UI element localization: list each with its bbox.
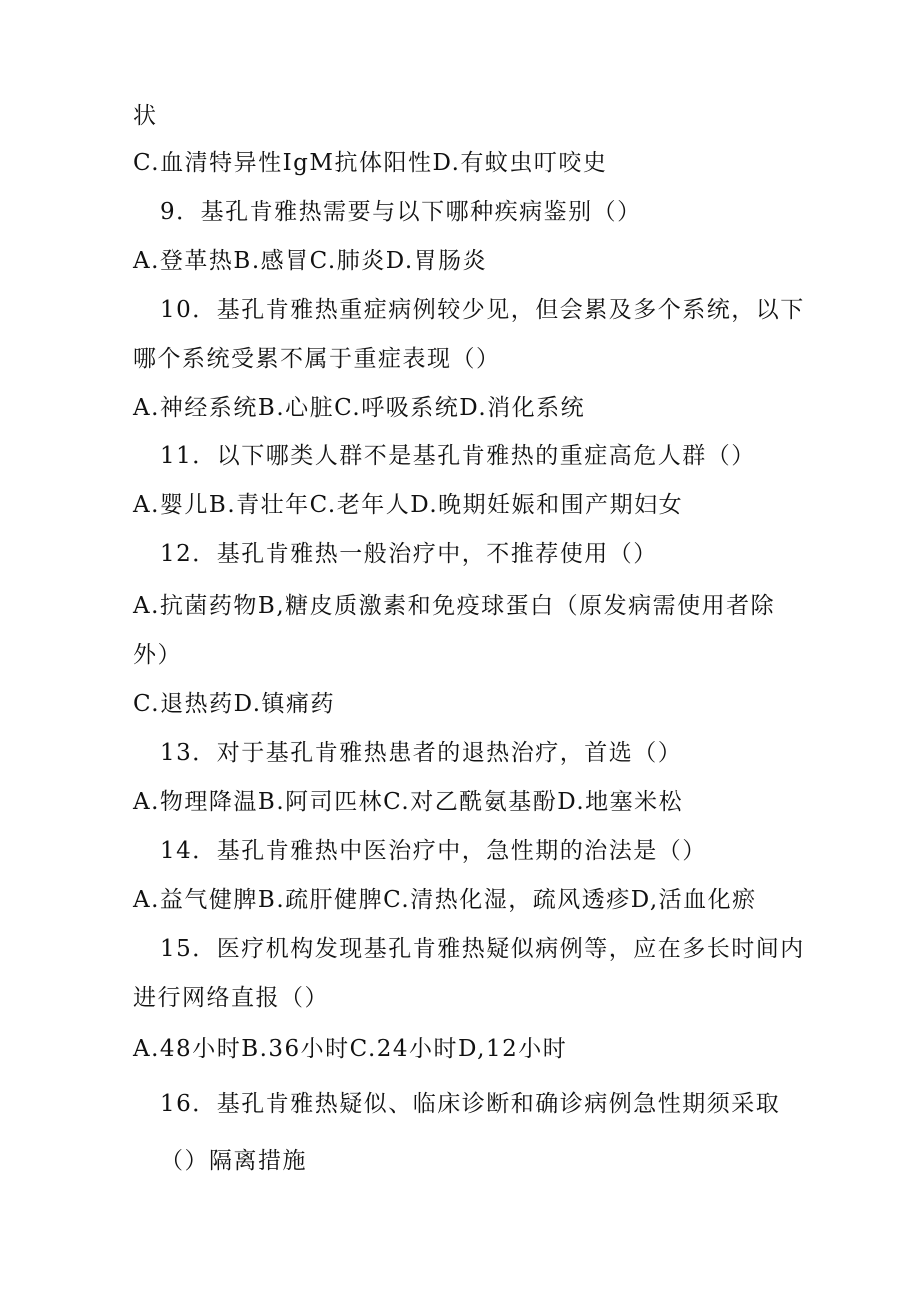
text-line-continuation: 状 (133, 103, 158, 129)
q12-question: 12．基孔肯雅热一般治疗中，不推荐使用（） (160, 541, 658, 567)
q15-question-line2: 进行网络直报（） (133, 985, 329, 1011)
q10-options: A.神经系统B.心脏C.呼吸系统D.消化系统 (133, 395, 586, 421)
q16-question-line1: 16．基孔肯雅热疑似、临床诊断和确诊病例急性期须采取 (160, 1091, 781, 1117)
q14-question: 14．基孔肯雅热中医治疗中，急性期的治法是（） (160, 838, 707, 864)
q16-question-line2: （）隔离措施 (160, 1148, 307, 1174)
q12-options-line2: 外） (133, 642, 182, 668)
q12-options-line1: A.抗菌药物B,糖皮质激素和免疫球蛋白（原发病需使用者除 (133, 593, 776, 619)
q13-options: A.物理降温B.阿司匹林C.对乙酰氨基酚D.地塞米松 (133, 789, 684, 815)
q8-options: C.血清特异性IgM抗体阳性D.有蚊虫叮咬史 (133, 150, 608, 176)
q9-question: 9．基孔肯雅热需要与以下哪种疾病鉴别（） (160, 199, 642, 225)
q9-options: A.登革热B.感冒C.肺炎D.胃肠炎 (133, 248, 488, 274)
q14-options: A.益气健脾B.疏肝健脾C.清热化湿，疏风透疹D,活血化瘀 (133, 887, 757, 913)
q11-options: A.婴儿B.青壮年C.老年人D.晚期妊娠和围产期妇女 (133, 492, 684, 518)
q10-question-line2: 哪个系统受累不属于重症表现（） (133, 346, 501, 372)
q15-question-line1: 15．医疗机构发现基孔肯雅热疑似病例等，应在多长时间内 (160, 936, 805, 962)
q13-question: 13．对于基孔肯雅热患者的退热治疗，首选（） (160, 740, 683, 766)
q12-options-line3: C.退热药D.镇痛药 (133, 691, 336, 717)
q11-question: 11．以下哪类人群不是基孔肯雅热的重症高危人群（） (160, 443, 756, 469)
q15-options: A.48小时B.36小时C.24小时D,12小时 (133, 1036, 568, 1062)
q10-question-line1: 10．基孔肯雅热重症病例较少见，但会累及多个系统，以下 (160, 297, 805, 323)
